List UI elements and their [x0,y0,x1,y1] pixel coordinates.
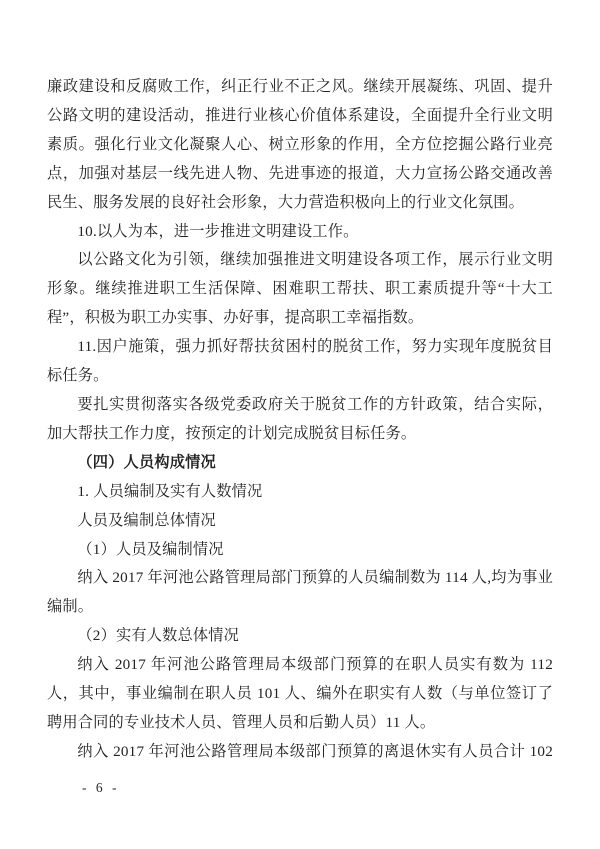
paragraph: （1）人员及编制情况 [77,540,224,558]
paragraph: 要扎实贯彻落实各级党委政府关于脱贫工作的方针政策，结合实际，加大帮扶工作力度，按预定的计划完成脱贫目标任务。 [47,395,553,442]
paragraph: （四）人员构成情况 [77,453,216,471]
paragraph: 11.因户施策，强力抓好帮扶贫困村的脱贫工作，努力实现年度脱贫目标任务。 [47,338,553,385]
paragraph: 纳入 2017 年河池公路管理局本级部门预算的在职人员实有数为 112 人，其中，事业编制在职人员 101 人、编外在职实有人数（与单位签订了聘用合同的专业技术人员、管理人员和后勤人员）11 人。 [47,656,553,731]
page-number: - 6 - [82,780,120,795]
paragraph: 纳入 2017 年河池公路管理局部门预算的人员编制数为 114 人,均为事业编制。 [47,569,553,616]
paragraph: 人员及编制总体情况 [77,511,216,529]
paragraph: 以公路文化为引领，继续加强推进文明建设各项工作，展示行业文明形象。继续推进职工生活保障、困难职工帮扶、职工素质提升等“十大工程”，积极为职工办实事、办好事，提高职工幸福指数。 [47,251,553,327]
paragraph: 廉政建设和反腐败工作，纠正行业不正之风。继续开展凝练、巩固、提升公路文明的建设活动，推进行业核心价值体系建设，全面提升全行业文明素质。强化行业文化凝聚人心、树立形象的作用，全方位挖掘公路行业亮点，加强对基层一线先进人物、先进事迹的报道，大力宣扬公路交通改善民生、服务发展的良好社会形象，大力营造积极向上的行业文化氛围。 [47,78,553,211]
paragraph: 纳入 2017 年河池公路管理局本级部门预算的离退休实有人员合计 102 [77,742,553,760]
paragraph: （2）实有人数总体情况 [77,627,240,645]
document-body [47,73,553,767]
paragraph: 1. 人员编制及实有人数情况 [77,482,263,500]
paragraph: 10.以人为本，进一步推进文明建设工作。 [77,222,359,240]
